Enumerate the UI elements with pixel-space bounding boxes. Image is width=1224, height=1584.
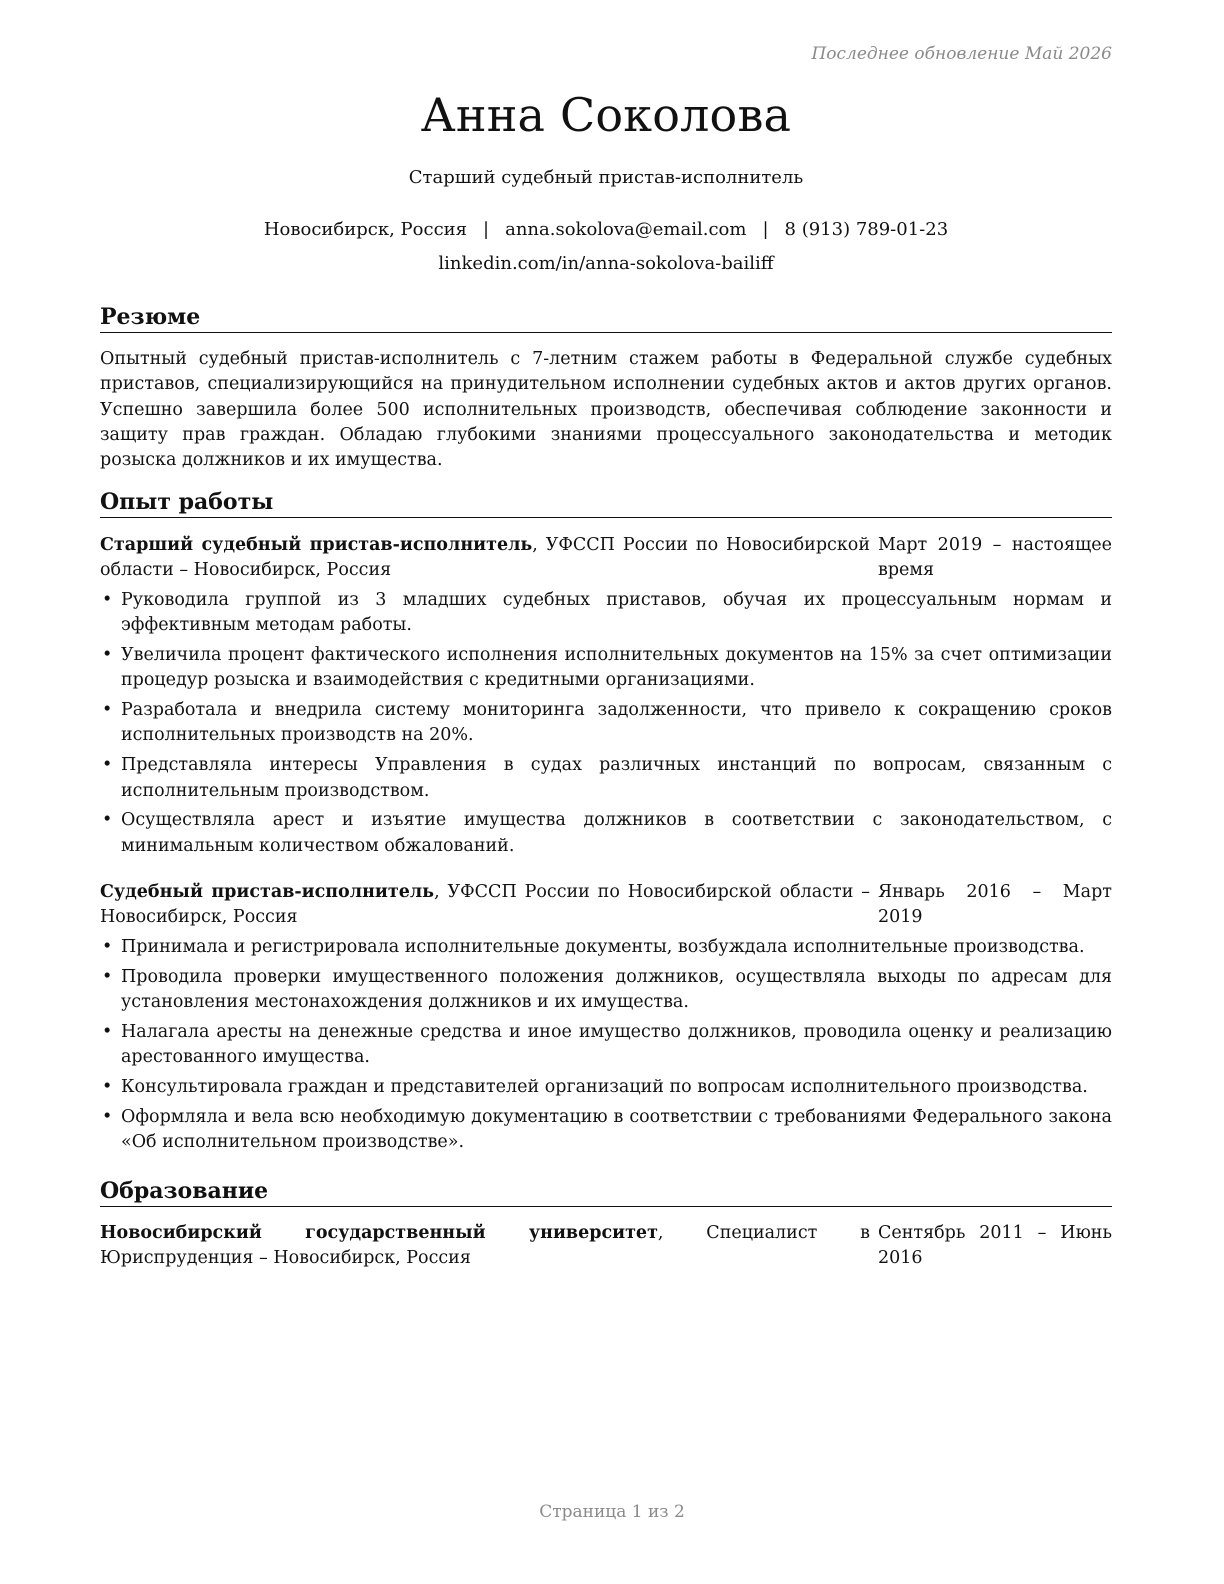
summary-text: Опытный судебный пристав-исполнитель с 7-летним стажем работы в Федеральной службе судебных приставов, специализирующийся на принудительном исполнении судебных актов и актов других органов. Успешно завершила более 500 исполнительных производств, обеспечивая соблюдение законности и защиту прав граждан. Обладаю глубокими знаниями процессуального законодательства и методик розыска должников и их имущества. — [100, 349, 1112, 471]
education-dates: Сентябрь 2011 – Июнь 2016 — [878, 1223, 1112, 1268]
education-school: Новосибирский государственный университет — [100, 1223, 658, 1243]
contact-city: Новосибирск, Россия — [263, 219, 468, 240]
job-position: Старший судебный пристав-исполнитель — [100, 535, 533, 555]
job-header — [100, 880, 1112, 930]
list-item: • Принимала и регистрировала исполнительные документы, возбуждала исполнительные производства. — [100, 935, 1112, 960]
last-updated: Последнее обновление Май 2026 — [811, 44, 1112, 64]
job-dates: Март 2019 – настоящее время — [878, 535, 1112, 580]
contact-separator: | — [483, 219, 490, 240]
list-item: • Проводила проверки имущественного положения должников, осуществляла выходы по адресам для установления местонахождения должников и их имущества. — [100, 965, 1112, 1016]
job-position: Судебный пристав-исполнитель — [100, 882, 435, 902]
summary-heading: Резюме — [100, 304, 1112, 333]
job-org-line — [100, 533, 870, 583]
list-item: • Разработала и внедрила систему мониторинга задолженности, что привело к сокращению сроков исполнительных производств на 20%. — [100, 698, 1112, 749]
education-org-line — [100, 1221, 870, 1271]
contact-line — [100, 219, 1112, 240]
education-detail: , Специалист в Юриспруденция – Новосибирск, Россия — [100, 1223, 870, 1268]
job-bullets — [100, 588, 1112, 863]
contact-email[interactable]: anna.sokolova@email.com — [505, 219, 747, 240]
list-item: • Увеличила процент фактического исполнения исполнительных документов на 15% за счет оптимизации процедур розыска и взаимодействия с кредитными организациями. — [100, 643, 1112, 694]
job-dates: Январь 2016 – Март 2019 — [878, 882, 1112, 927]
resume-page — [100, 0, 1112, 1584]
job-bullets — [100, 935, 1112, 1160]
page-number: Страница 1 из 2 — [539, 1502, 685, 1522]
list-item: • Консультировала граждан и представителей организаций по вопросам исполнительного производства. — [100, 1075, 1112, 1100]
experience-heading: Опыт работы — [100, 489, 1112, 518]
contact-separator: | — [762, 219, 769, 240]
job-organization: , УФССП России по Новосибирской области – Новосибирск, Россия — [100, 535, 870, 580]
list-item: • Оформляла и вела всю необходимую документацию в соответствии с требованиями Федерального закона «Об исполнительном производстве». — [100, 1105, 1112, 1156]
list-item: • Осуществляла арест и изъятие имущества должников в соответствии с законодательством, с минимальным количеством обжалований. — [100, 808, 1112, 859]
list-item: • Представляла интересы Управления в судах различных инстанций по вопросам, связанным с исполнительным производством. — [100, 753, 1112, 804]
job-org-line — [100, 880, 870, 930]
education-heading: Образование — [100, 1178, 1112, 1207]
linkedin-link[interactable]: linkedin.com/in/anna-sokolova-bailiff — [438, 253, 774, 274]
list-item: • Налагала аресты на денежные средства и иное имущество должников, проводила оценку и реализацию арестованного имущества. — [100, 1020, 1112, 1071]
education-entry — [100, 1221, 1112, 1271]
candidate-name: Анна Соколова — [420, 88, 792, 142]
candidate-title: Старший судебный пристав-исполнитель — [408, 167, 804, 188]
job-header — [100, 533, 1112, 583]
list-item: • Руководила группой из 3 младших судебных приставов, обучая их процессуальным нормам и эффективным методам работы. — [100, 588, 1112, 639]
contact-phone: 8 (913) 789-01-23 — [784, 219, 949, 240]
job-organization: , УФССП России по Новосибирской области – Новосибирск, Россия — [100, 882, 870, 927]
